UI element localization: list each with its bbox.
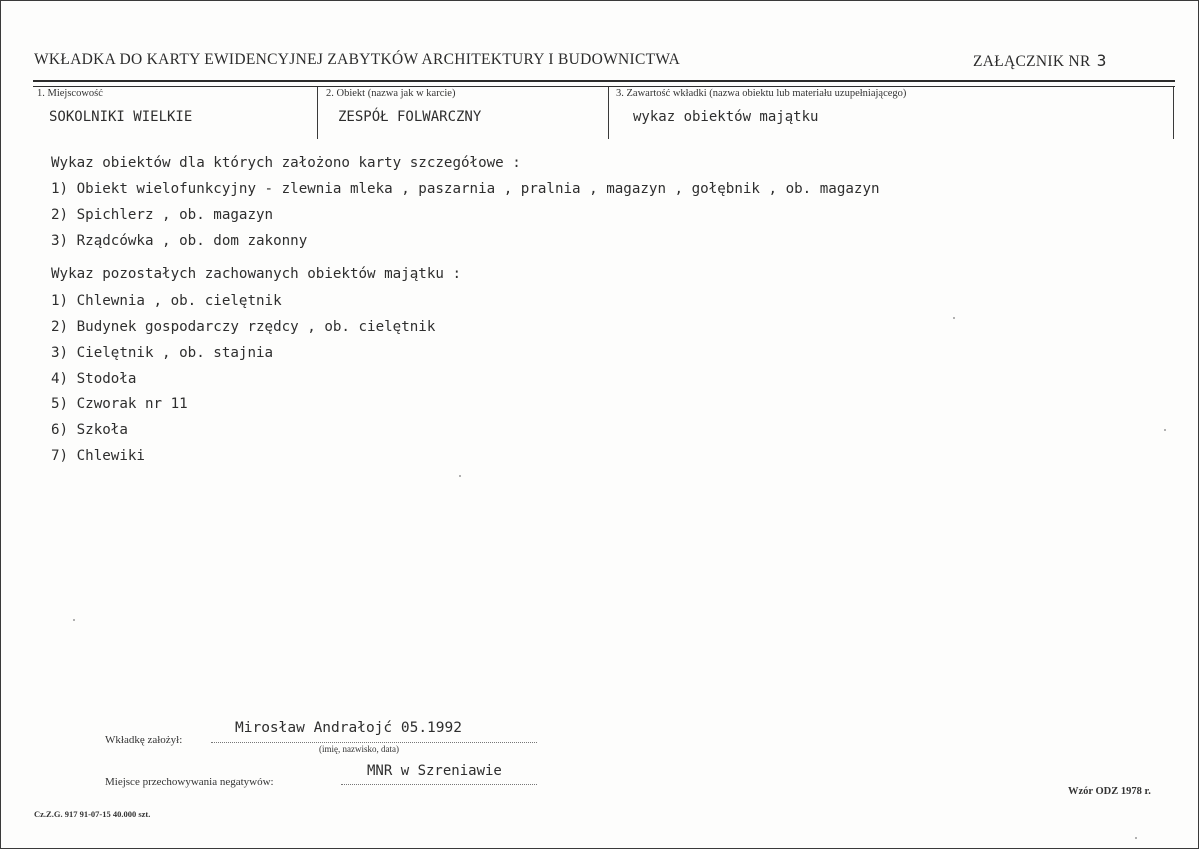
header-rule-inner <box>33 86 1175 87</box>
list-item: 2) Spichlerz , ob. magazyn <box>51 207 274 223</box>
header-rule-top <box>33 80 1175 82</box>
paper-speck <box>1164 429 1166 431</box>
paper-speck <box>953 317 955 319</box>
founded-caption: (imię, nazwisko, data) <box>319 744 399 754</box>
list-item: 2) Budynek gospodarczy rzędcy , ob. cielętnik <box>51 319 436 335</box>
list-item: 7) Chlewiki <box>51 448 145 464</box>
list-item: 3) Rządcówka , ob. dom zakonny <box>51 233 308 249</box>
remaining-list-heading: Wykaz pozostałych zachowanych obiektów majątku : <box>51 266 461 282</box>
detailed-list-heading: Wykaz obiektów dla których założono karty szczegółowe : <box>51 155 521 171</box>
locality-label: 1. Miejscowość <box>37 88 103 99</box>
annex-label <box>973 51 1107 71</box>
object-label: 2. Obiekt (nazwa jak w karcie) <box>326 88 456 99</box>
field-divider-3 <box>1173 87 1174 139</box>
founded-value: Mirosław Andrałojć 05.1992 <box>235 720 462 736</box>
form-title: WKŁADKA DO KARTY EWIDENCYJNEJ ZABYTKÓW ARCHITEKTURY I BUDOWNICTWA <box>34 51 681 68</box>
paper-speck <box>73 619 75 621</box>
list-item: 3) Cielętnik , ob. stajnia <box>51 345 274 361</box>
founded-dotline <box>211 742 537 743</box>
storage-value: MNR w Szreniawie <box>367 763 502 779</box>
list-item: 4) Stodoła <box>51 371 137 387</box>
contents-value: wykaz obiektów majątku <box>633 109 819 125</box>
list-item: 6) Szkoła <box>51 422 128 438</box>
founded-label: Wkładkę założył: <box>105 734 183 746</box>
list-item: 1) Chlewnia , ob. cielętnik <box>51 293 282 309</box>
object-value: ZESPÓŁ FOLWARCZNY <box>338 109 482 125</box>
field-divider-1 <box>317 87 318 139</box>
field-divider-2 <box>608 87 609 139</box>
storage-label: Miejsce przechowywania negatywów: <box>105 776 274 788</box>
storage-dotline <box>341 784 537 785</box>
paper-speck <box>459 475 461 477</box>
template-info: Wzór ODZ 1978 r. <box>1068 786 1151 797</box>
print-info: Cz.Z.G. 917 91-07-15 40.000 szt. <box>34 809 151 819</box>
locality-value: SOKOLNIKI WIELKIE <box>49 109 193 125</box>
annex-number: 3 <box>1096 51 1107 70</box>
paper-speck <box>1135 837 1137 839</box>
list-item: 5) Czworak nr 11 <box>51 396 188 412</box>
list-item: 1) Obiekt wielofunkcyjny - zlewnia mleka , paszarnia , pralnia , magazyn , gołębnik , ob. magazyn <box>51 181 880 197</box>
annex-label-text: ZAŁĄCZNIK NR <box>973 53 1091 70</box>
contents-label: 3. Zawartość wkładki (nazwa obiektu lub materiału uzupełniającego) <box>616 88 907 99</box>
